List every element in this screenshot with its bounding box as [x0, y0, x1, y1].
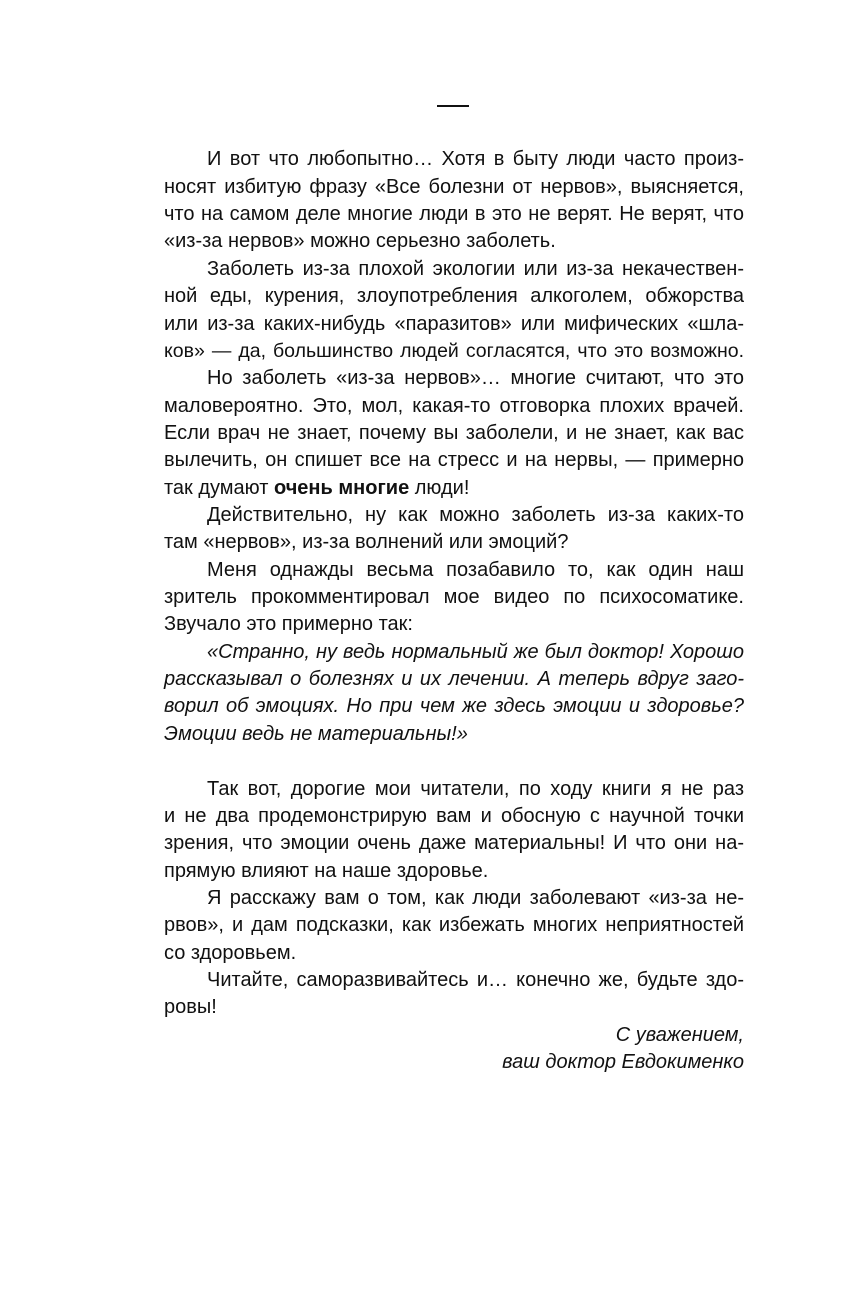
quote-line: «Странно, ну ведь нормальный же был доктор! Хорошо	[207, 641, 744, 663]
text-line: зрения, что эмоции очень даже материальны! И что они на-	[164, 832, 744, 854]
text-line: там «нервов», из-за волнений или эмоций?	[164, 531, 569, 553]
header-rule	[437, 105, 469, 107]
text-line: прямую влияют на наше здоровье.	[164, 860, 489, 882]
text-line: рвов», и дам подсказки, как избежать многих неприятностей	[164, 914, 744, 936]
quote-line: Эмоции ведь не материальны!»	[164, 723, 468, 745]
text-line: «из-за нервов» можно серьезно заболеть.	[164, 230, 556, 252]
signature-greeting: С уважением,	[615, 1024, 744, 1046]
text-line: вылечить, он спишет все на стресс и на нервы, — примерно	[164, 449, 744, 471]
text-line: или из-за каких-нибудь «паразитов» или мифических «шла-	[164, 313, 744, 335]
text-line: Звучало это примерно так:	[164, 613, 413, 635]
text-line: Заболеть из-за плохой экологии или из-за некачествен-	[207, 258, 744, 280]
bold-emphasis: очень многие	[273, 477, 410, 499]
text-line: ной еды, курения, злоупотребления алкоголем, обжорства	[164, 285, 744, 307]
quote-line: рассказывал о болезнях и их лечении. А теперь вдруг заго-	[164, 668, 744, 690]
text-line: со здоровьем.	[164, 942, 297, 964]
text-line: ровы!	[164, 996, 217, 1018]
quote-line: ворил об эмоциях. Но при чем же здесь эмоции и здоровье?	[164, 695, 744, 717]
text-line: так думают очень многие люди!	[164, 477, 470, 499]
signature-author: ваш доктор Евдокименко	[502, 1051, 744, 1073]
text-line: что на самом деле многие люди в это не верят. Не верят, что	[164, 203, 744, 225]
text-line: Действительно, ну как можно заболеть из-за каких-то	[207, 504, 744, 526]
text-line: Читайте, саморазвивайтесь и… конечно же, будьте здо-	[207, 969, 744, 991]
text-line: Так вот, дорогие мои читатели, по ходу книги я не раз	[207, 778, 744, 800]
text-line: Если врач не знает, почему вы заболели, и не знает, как вас	[164, 422, 744, 444]
text-line: маловероятно. Это, мол, какая-то отговорка плохих врачей.	[164, 395, 744, 417]
text-line: Меня однажды весьма позабавило то, как один наш	[207, 559, 744, 581]
text-line: И вот что любопытно… Хотя в быту люди часто произ-	[207, 148, 744, 170]
text-line: Я расскажу вам о том, как люди заболевают «из-за не-	[207, 887, 744, 909]
text-line: Но заболеть «из-за нервов»… многие считают, что это	[207, 367, 744, 389]
text-line: зритель прокомментировал мое видео по психосоматике.	[164, 586, 744, 608]
text-line: и не два продемонстрирую вам и обосную с научной точки	[164, 805, 744, 827]
text-line: ков» — да, большинство людей согласятся, что это возможно.	[164, 340, 744, 362]
text-line: носят избитую фразу «Все болезни от нервов», выясняется,	[164, 176, 744, 198]
